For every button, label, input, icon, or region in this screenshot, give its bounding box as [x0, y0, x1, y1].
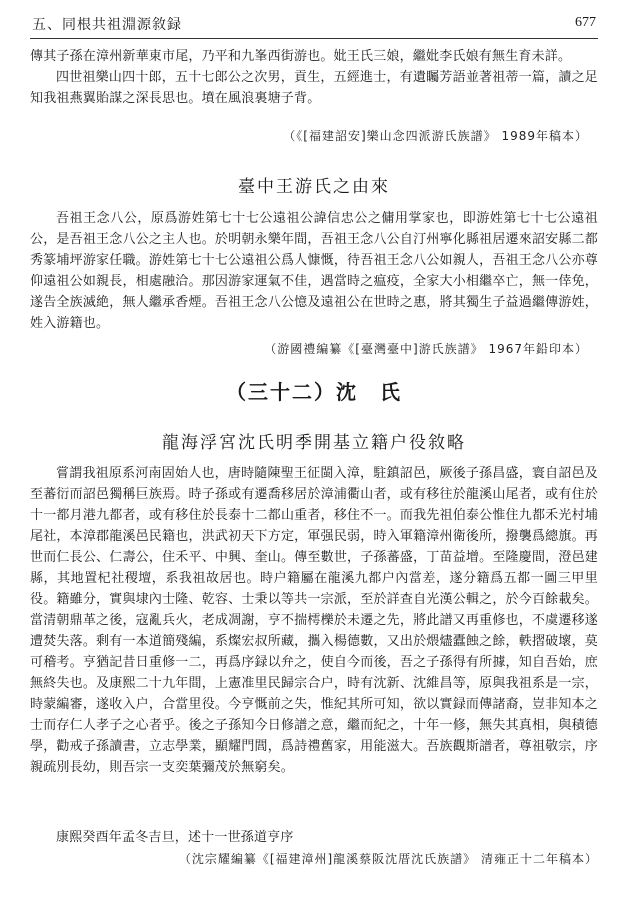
citation-shen-genealogy: （沈宗耀編纂《[福建漳州]龍溪蔡阪沈厝沈氏族譜》 清雍正十二年稿本）	[178, 852, 598, 866]
citation-leshan-genealogy: （《[福建詔安]樂山念四派游氏族譜》 1989年稿本）	[283, 129, 588, 143]
page-number: 677	[575, 15, 596, 30]
citation-taichung-genealogy: （游國禮編纂《[臺灣臺中]游氏族譜》 1967年鉛印本）	[264, 342, 588, 356]
paragraph-shen-history: 嘗謂我祖原系河南固始人也，唐時隨陳聖王征閩入漳，駐鎮詔邑，厥後子孫昌盛，寰自詔邑及至蕃衍而詔邑獨稱巨族焉。時子孫或有遷喬移居於漳浦衢山者，或有移往於龍溪山尾者，或有住於十一都月港九都者，或有移住於長泰十二都山重者，移住不一。而我先祖伯泰公惟住九都禾光村埔尾社，本漳郡龍溪邑民籍也，洪武初天下方定，軍强民弱，時入軍籍漳州衛後所，撥襲爲總旗。再世而仁長公、仁壽公，住禾平、中興、奎山。傳至數世，子孫蕃盛，丁苗益增。至隆慶間，澄邑建縣，其地置杞社稷壇，系我祖故居也。時户籍屬在龍溪九都户內當差，遂分籍爲五都一圖三甲里役。籍雖分，實與埭內士隆、乾容、士秉以等共一宗派，至於詳查自光漢公輯之，於今百餘載矣。當清朝鼎革之後，寇亂兵火，老成凋謝，亨不揣樗櫟於未遷之先，將此譜又再重修也，不虞遷移遂遭焚失落。剩有一本道簡殘編，系燦宏叔所藏，攜入楊德數，又出於煨燼蠹蝕之餘，軼摺破壞，莫可稽考。亨猶記昔日重修一二，再爲序録以弁之，使自今而後，吾之子孫得有所據，知自吾始，庶無終失也。及康熙二十九年間，上憲准里民歸宗合户，時有沈新、沈維昌等，原與我祖系是一宗，時蒙編審，遂收入户，合當里役。今亨慨前之失，惟紀其所可知，欲以實録而傳諸裔，豈非知本之士而存仁人孝子之心者乎。後之子孫知今日修譜之意，繼而紀之，十年一修，無失其真相，與積德學，勸戒子孫讀書，立志學業，顯耀門閭，爲詩禮舊家，用能滋大。吾族觀斯譜者，尊祖敬宗，序親疏別長幼，則吾宗一支奕葉彌茂於無窮矣。	[30, 466, 598, 775]
chapter-title-shen-clan: （三十二）沈 氏	[226, 380, 402, 404]
paragraph-fourth-ancestor: 四世祖樂山四十郎，五十七郎公之次男，貢生，五經進士，有遺矚芳語並著祖蒂一篇，讀之足知我祖燕翼貽謀之深長思也。墳在風浪裏塘子背。	[30, 70, 598, 106]
section-title-taichung-wang-you: 臺中王游氏之由來	[238, 177, 390, 197]
running-header	[30, 12, 598, 39]
section-title-longhai-shen: 龍海浮宮沈氏明季開基立籍户役敘略	[162, 433, 466, 453]
paragraph-continuation: 傳其子孫在漳州新華東市尾，乃平和九峯西街游也。妣王氏三娘，繼妣李氏娘有無生育未詳。	[30, 49, 572, 64]
paragraph-wang-nianba: 吾祖王念八公，原爲游姓第七十七公遠祖公諱信忠公之傭用掌家也，即游姓第七十七公遠祖公，是吾祖王念八公之主人也。於明朝永樂年間，吾祖王念八公自汀州寧化縣祖居遷來詔安縣二都秀篆埔坪游家任職。游姓第七十七公遠祖公爲人慷慨，待吾祖王念八公如親人，吾祖王念八公亦尊仰遠祖公如親長，相處融洽。那因游家運氣不佳，遇當時之瘟疫，全家大小相繼卒亡，無一倖免，遂告全族滅絶，無人繼承香煙。吾祖王念八公憶及遠祖公在世時之惠，將其獨生子益過繼傳游姓，姓入游籍也。	[30, 211, 598, 331]
preface-signature: 康熙癸酉年孟冬吉旦，述十一世孫道亨序	[56, 830, 294, 845]
header-section-title: 五、同根共祖淵源敘録	[32, 17, 182, 33]
